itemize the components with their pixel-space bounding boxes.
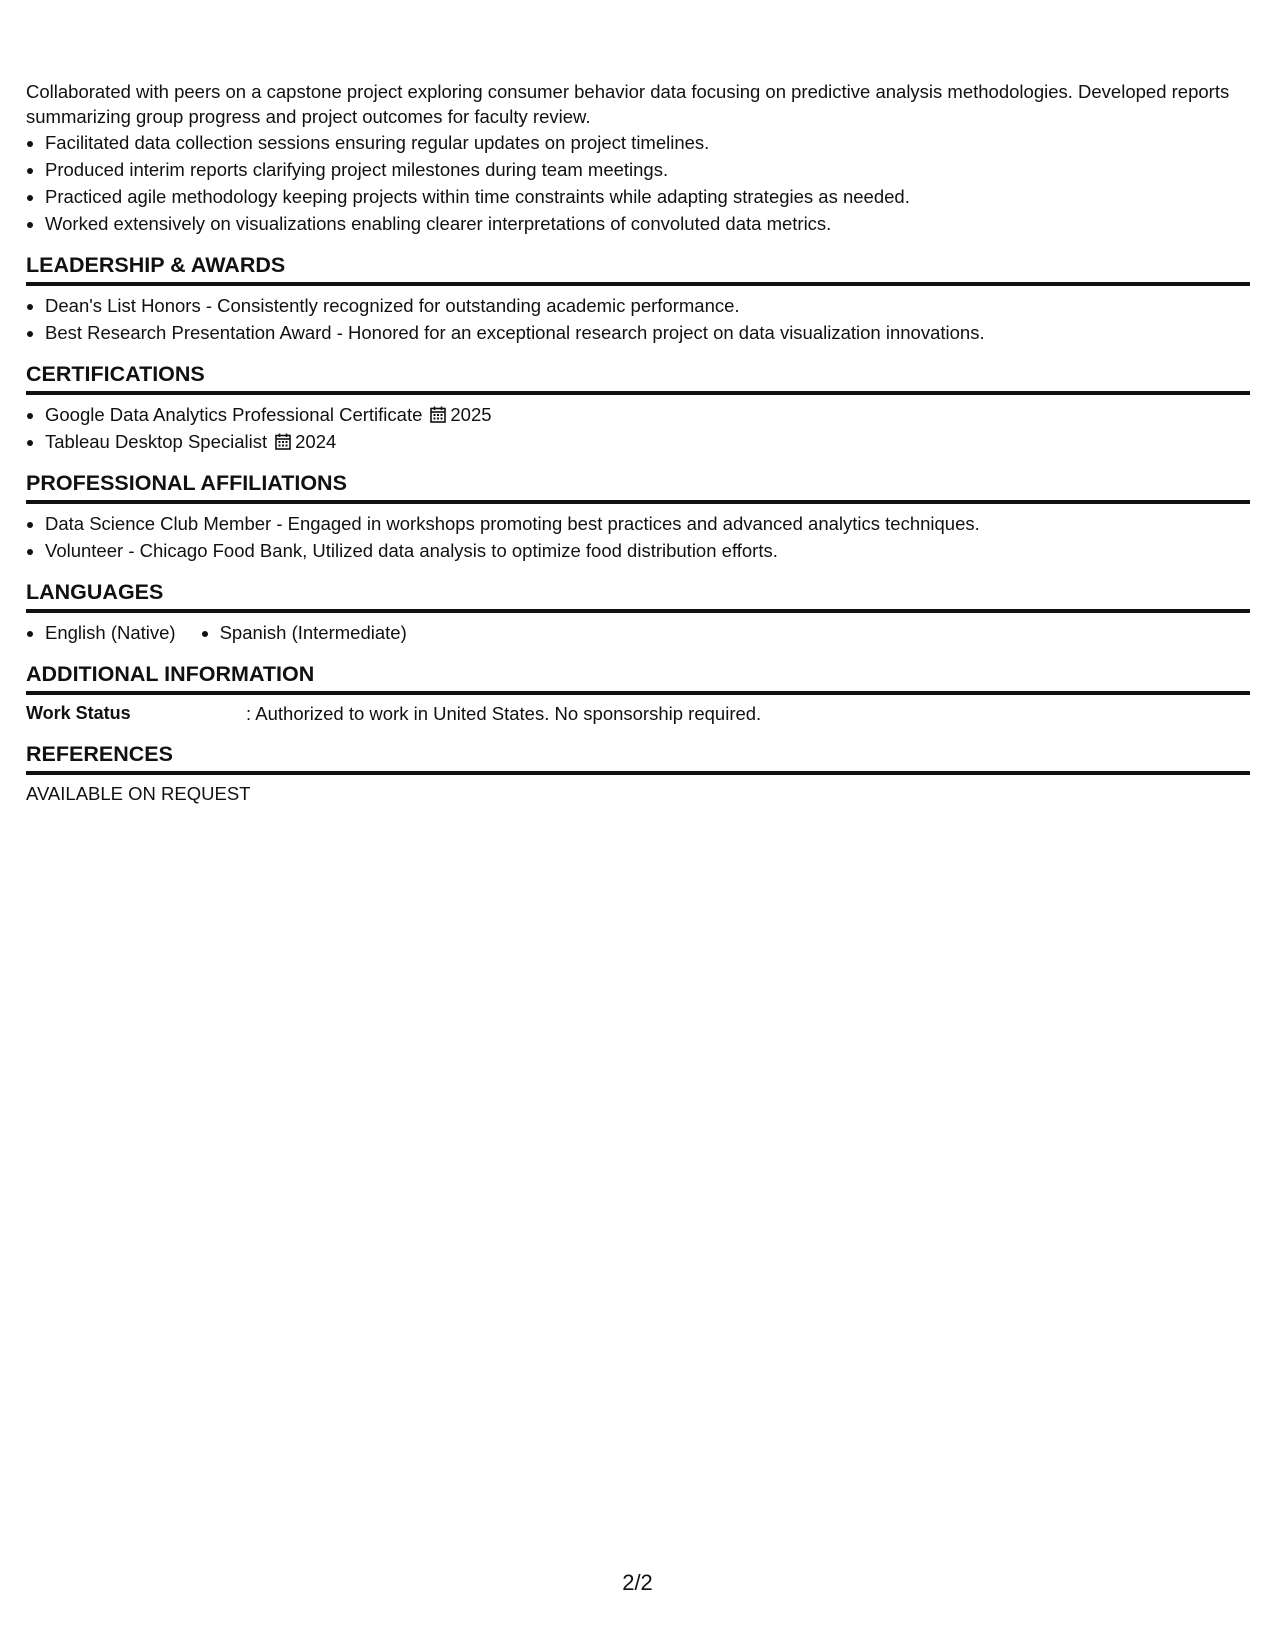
section-leadership-awards [26,251,1250,346]
calendar-icon [275,433,291,450]
certification-year: 2025 [450,404,492,425]
certifications-list [26,401,1250,455]
certification-year: 2024 [295,431,337,452]
list-item: • English (Native) [45,619,176,646]
section-languages [26,578,1250,646]
page-number: 2/2 [622,1570,653,1595]
awards-list [26,292,1250,346]
list-item: • Volunteer - Chicago Food Bank, Utilized data analysis to optimize food distribution efforts. [45,537,1250,564]
list-item [45,428,1250,455]
section-title: CERTIFICATIONS [26,360,1250,395]
work-status-value: : Authorized to work in United States. No sponsorship required. [246,703,762,724]
section-title: ADDITIONAL INFORMATION [26,660,1250,695]
resume-page [26,79,1250,806]
project-paragraph: Collaborated with peers on a capstone project exploring consumer behavior data focusing on predictive analysis methodologies. Developed reports summarizing group progress and project outcomes for faculty review. [26,81,1230,127]
section-title: LEADERSHIP & AWARDS [26,251,1250,286]
section-references [26,740,1250,806]
list-item: • Best Research Presentation Award - Honored for an exceptional research project on data visualization innovations. [45,319,1250,346]
list-item: • Spanish (Intermediate) [220,619,407,646]
list-item: • Practiced agile methodology keeping projects within time constraints while adapting strategies as needed. [45,183,1250,210]
affiliations-list [26,510,1250,564]
section-title: LANGUAGES [26,578,1250,613]
list-item: • Produced interim reports clarifying project milestones during team meetings. [45,156,1250,183]
certification-name: Tableau Desktop Specialist [45,431,268,452]
section-additional-information [26,660,1250,726]
certification-name: Google Data Analytics Professional Certificate [45,404,423,425]
list-item: • Facilitated data collection sessions ensuring regular updates on project timelines. [45,129,1250,156]
list-item [45,401,1250,428]
section-title: PROFESSIONAL AFFILIATIONS [26,469,1250,504]
section-professional-affiliations [26,469,1250,564]
section-title: REFERENCES [26,740,1250,775]
references-text: AVAILABLE ON REQUEST [26,783,251,804]
languages-list [26,619,1250,646]
project-description [26,79,1250,237]
section-certifications [26,360,1250,455]
work-status-row [26,701,1250,726]
list-item: • Data Science Club Member - Engaged in workshops promoting best practices and advanced analytics techniques. [45,510,1250,537]
list-item: • Dean's List Honors - Consistently recognized for outstanding academic performance. [45,292,1250,319]
work-status-label: Work Status [26,703,131,723]
list-item: • Worked extensively on visualizations enabling clearer interpretations of convoluted data metrics. [45,210,1250,237]
calendar-icon [430,406,446,423]
project-bullet-list [26,129,1250,237]
